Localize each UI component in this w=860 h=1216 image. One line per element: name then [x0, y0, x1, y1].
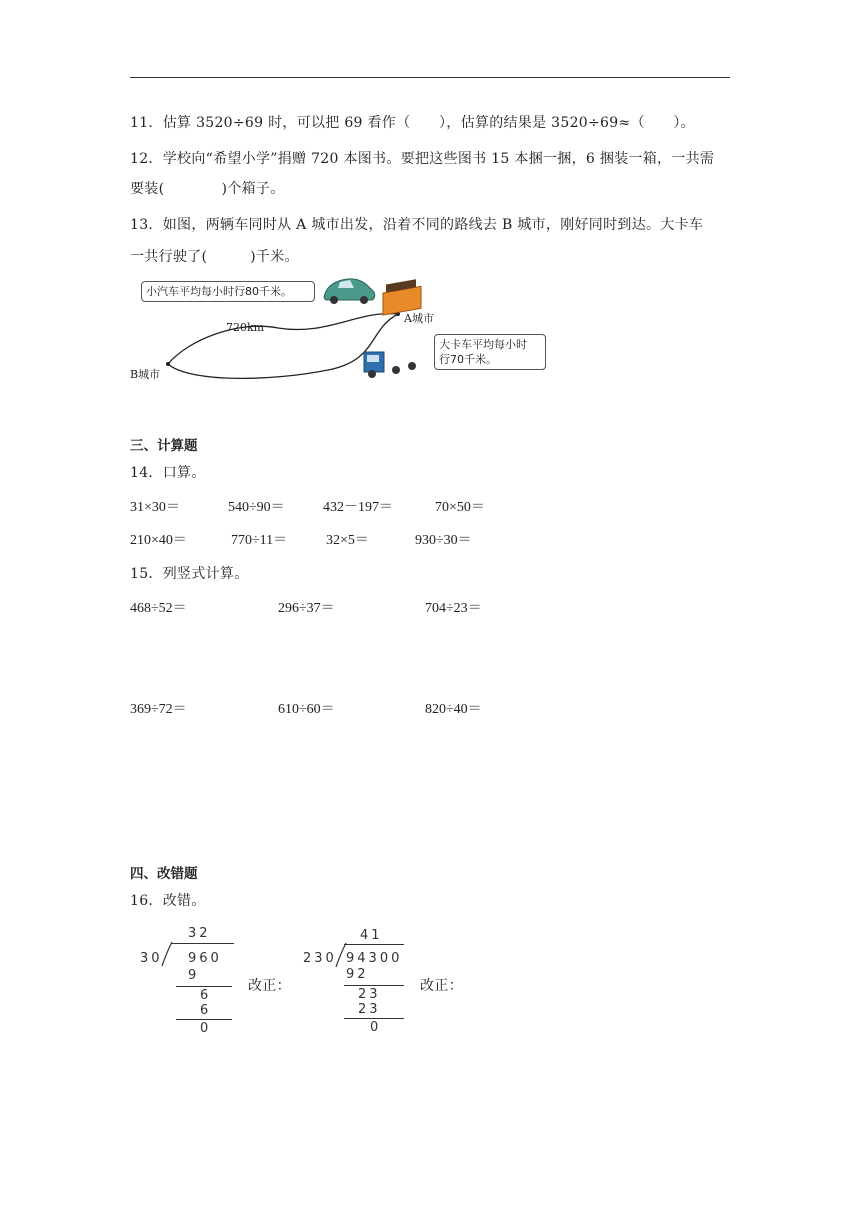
question-13-line1: 13．如图，两辆车同时从 A 城市出发，沿着不同的路线去 B 城市，刚好同时到达。大卡车 — [130, 217, 704, 233]
quotient: 41 — [360, 928, 383, 943]
division-bracket — [160, 940, 174, 968]
subtract-line — [176, 986, 232, 987]
step: 9 — [188, 968, 200, 983]
city-b-label: B城市 — [130, 368, 161, 381]
city-b-dot — [166, 362, 170, 366]
section-4-title: 四、改错题 — [130, 866, 198, 882]
step: 23 — [358, 1002, 381, 1017]
distance-label: 720km — [226, 321, 265, 334]
oral-calc-item: 930÷30＝ — [415, 533, 472, 548]
vertical-calc-item: 296÷37＝ — [278, 601, 335, 616]
vertical-calc-item: 704÷23＝ — [425, 601, 482, 616]
step: 6 — [200, 1003, 212, 1018]
oral-calc-item: 32×5＝ — [326, 533, 369, 548]
oral-calc-item: 770÷11＝ — [231, 533, 288, 548]
division-bar — [172, 943, 234, 944]
subtract-line — [176, 1019, 232, 1020]
remainder: 0 — [200, 1021, 212, 1036]
step: 92 — [346, 967, 369, 982]
truck-bubble-line1: 大卡车平均每小时 — [439, 338, 527, 351]
oral-calc-item: 432－197＝ — [323, 500, 393, 515]
vertical-calc-item: 820÷40＝ — [425, 702, 482, 717]
truck-bubble-line2: 行70千米。 — [439, 353, 497, 366]
header-rule — [130, 77, 730, 78]
vertical-calc-item: 468÷52＝ — [130, 601, 187, 616]
step: 6 — [200, 988, 212, 1003]
question-12-line2: 要装( )个箱子。 — [130, 181, 285, 197]
remainder: 0 — [370, 1020, 382, 1035]
oral-calc-item: 210×40＝ — [130, 533, 187, 548]
divisor: 230 — [303, 951, 337, 966]
step: 23 — [358, 987, 381, 1002]
car-speed-bubble: 小汽车平均每小时行80千米。 — [141, 281, 315, 302]
subtract-line — [344, 985, 404, 986]
division-bar — [344, 944, 404, 945]
car-icon — [324, 279, 375, 304]
section-3-title: 三、计算题 — [130, 438, 198, 454]
question-12-line1: 12．学校向“希望小学”捐赠 720 本图书。要把这些图书 15 本捆一捆，6 捆装一箱，一共需 — [130, 151, 715, 167]
correction-label-2: 改正： — [420, 978, 463, 994]
quotient: 32 — [188, 926, 211, 941]
truck-speed-bubble — [434, 334, 546, 370]
question-14-title: 14．口算。 — [130, 465, 206, 481]
subtract-line — [344, 1018, 404, 1019]
city-a-label: A城市 — [404, 312, 434, 325]
vertical-calc-item: 610÷60＝ — [278, 702, 335, 717]
vertical-calc-item: 369÷72＝ — [130, 702, 187, 717]
oral-calc-item: 70×50＝ — [435, 500, 485, 515]
dividend: 94300 — [346, 951, 403, 966]
oral-calc-item: 540÷90＝ — [228, 500, 285, 515]
dividend: 960 — [188, 951, 222, 966]
question-15-title: 15．列竖式计算。 — [130, 566, 249, 582]
oral-calc-item: 31×30＝ — [130, 500, 180, 515]
question-16-title: 16．改错。 — [130, 893, 206, 909]
correction-label-1: 改正： — [248, 978, 291, 994]
question-11: 11．估算 3520÷69 时，可以把 69 看作（ ），估算的结果是 3520÷69≈（ ）。 — [130, 115, 695, 131]
question-13-line2: 一共行驶了( )千米。 — [130, 249, 299, 265]
divisor: 30 — [140, 951, 163, 966]
